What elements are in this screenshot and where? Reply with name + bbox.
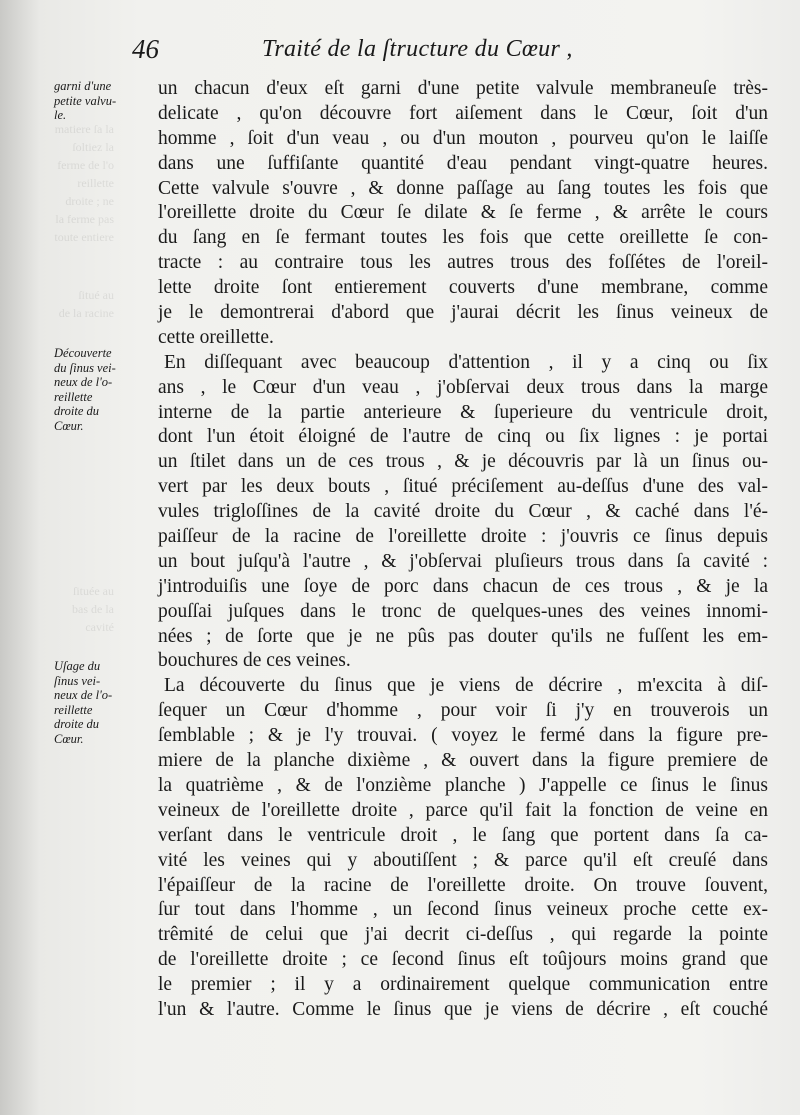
margin-note-line: Cœur. bbox=[54, 418, 84, 433]
text-line: veineux de l'oreillette droite , parce qu'il fait la fonction de veine en bbox=[158, 799, 768, 821]
text-line: du ſang en ſe fermant toutes les fois que cette oreillette ſe con- bbox=[158, 227, 768, 249]
margin-note-line: Cœur. bbox=[54, 731, 84, 746]
page-header bbox=[132, 34, 752, 70]
paragraph-start-line: En diſſequant avec beaucoup d'attention , il y a cinq ou ſix bbox=[164, 351, 768, 373]
text-line: trêmité de celui que j'ai decrit ci-deſſus , qui regarde la pointe bbox=[158, 924, 768, 946]
text-line: cette oreillette. bbox=[158, 326, 274, 348]
margin-note-line: garni d'une bbox=[54, 79, 112, 93]
text-line: l'oreillette droite du Cœur ſe dilate & ſe ferme , & arrête le cours bbox=[158, 202, 768, 224]
margin-note-line: Uſage du bbox=[54, 659, 101, 673]
text-line: delicate , qu'on découvre fort aiſement dans le Cœur, ſoit d'un bbox=[158, 102, 768, 124]
margin-note-discovery bbox=[54, 346, 140, 434]
margin-note-line: du ſinus vei- bbox=[54, 360, 116, 375]
text-line: vert par les deux bouts , ſitué préciſement au-deſſus d'une des val- bbox=[158, 476, 768, 498]
text-line: nées ; de ſorte que je ne pûs pas douter qu'ils ne fuſſent les em- bbox=[158, 625, 768, 647]
text-line: tracte : au contraire tous les autres trous des foſſétes de l'oreil- bbox=[158, 252, 768, 274]
text-line: lette droite ſont entierement couverts d'une membrane, comme bbox=[158, 277, 768, 299]
text-line: ſur tout dans l'homme , un ſecond ſinus veineux proche cette ex- bbox=[158, 899, 768, 921]
page-number: 46 bbox=[132, 34, 159, 64]
text-line: verſant dans le ventricule droit , le ſang que portent dans ſa ca- bbox=[158, 824, 768, 846]
text-line: le premier ; il y a ordinairement quelque communication entre bbox=[158, 974, 768, 996]
margin-note-valve bbox=[54, 79, 140, 123]
text-line: je le demontrerai d'abord que j'aurai décrit les ſinus veineux de bbox=[158, 302, 768, 324]
margin-note-line: reillette bbox=[54, 389, 93, 404]
main-text bbox=[158, 77, 768, 1023]
margin-note-line: neux de l'o- bbox=[54, 375, 113, 390]
text-line: bouchures de ces veines. bbox=[158, 650, 351, 672]
margin-note-line: reillette bbox=[54, 702, 93, 717]
text-line: j'introduiſis une ſoye de porc dans chacun de ces trous , & je la bbox=[158, 575, 768, 597]
text-line: de l'oreillette droite ; ce ſecond ſinus eſt toûjours moins grand que bbox=[158, 949, 768, 971]
margin-note-line: droite du bbox=[54, 717, 100, 732]
text-line: paiſſeur de la racine de l'oreillette droite : j'ouvris ce ſinus depuis bbox=[158, 526, 768, 548]
text-line: ſequer un Cœur d'homme , pour voir ſi j'y en trouverois un bbox=[158, 700, 768, 722]
text-line: dont l'un étoit éloigné de l'autre de cinq ou ſix lignes : je portai bbox=[158, 426, 768, 448]
text-line: un chacun d'eux eſt garni d'une petite valvule membraneuſe très- bbox=[158, 78, 768, 99]
bleed-through-text: matiere ſa la ſoltiez la ferme de l'o reillette droite ; ne la ferme pas toute entiere ſitué au de la racine ſituée au bas de la cavité bbox=[54, 122, 114, 634]
text-line: la quatrième , & de l'onzième planche ) J'appelle ce ſinus le ſinus bbox=[158, 774, 768, 796]
text-line: vules trigloſſines de la cavité droite du Cœur , & caché dans l'é- bbox=[158, 501, 768, 523]
margin-note-usage bbox=[54, 659, 140, 747]
text-line: interne de la partie anterieure & ſuperieure du ventricule droit, bbox=[158, 401, 768, 423]
text-line: l'épaiſſeur de la racine de l'oreillette droite. On trouve ſouvent, bbox=[158, 874, 768, 896]
margin-note-line: neux de l'o- bbox=[54, 688, 113, 703]
text-line: un bout juſqu'à l'autre , & j'obſervai pluſieurs trous dans ſa cavité : bbox=[158, 550, 768, 572]
text-line: vité les veines qui y aboutiſſent ; & parce qu'il eſt creuſé dans bbox=[158, 849, 768, 871]
paragraph-start-line: La découverte du ſinus que je viens de décrire , m'excita à diſ- bbox=[164, 675, 768, 697]
text-line: miere de la planche dixième , & ouvert dans la figure premiere de bbox=[158, 750, 768, 772]
margin-note-line: ſinus vei- bbox=[54, 673, 101, 688]
margin-note-line: droite du bbox=[54, 404, 100, 419]
text-line: homme , ſoit d'un veau , ou d'un mouton , pourveu qu'on le laiſſe bbox=[158, 127, 768, 149]
text-line: pouſſai juſques dans le tronc de quelques-unes des veines innomi- bbox=[158, 600, 768, 622]
running-head: Traité de la ſtructure du Cœur , bbox=[262, 36, 573, 62]
margin-note-line: Découverte bbox=[54, 346, 112, 360]
text-line: ſemblable ; & je l'y trouvai. ( voyez le fermé dans la figure pre- bbox=[158, 725, 768, 747]
text-line: dans une ſuffiſante quantité d'eau pendant vingt-quatre heures. bbox=[158, 152, 768, 174]
text-line: Cette valvule s'ouvre , & donne paſſage au ſang toutes les fois que bbox=[158, 177, 768, 199]
margin-note-line: le. bbox=[54, 108, 67, 123]
text-line: l'un & l'autre. Comme le ſinus que je viens de décrire , eſt couché bbox=[158, 998, 768, 1020]
margin-note-line: petite valvu- bbox=[54, 93, 117, 108]
text-line: ans , le Cœur d'un veau , j'obſervai deux trous dans la marge bbox=[158, 376, 768, 398]
text-line: un ſtilet dans un de ces trous , & je découvris par là un ſinus ou- bbox=[158, 451, 768, 473]
